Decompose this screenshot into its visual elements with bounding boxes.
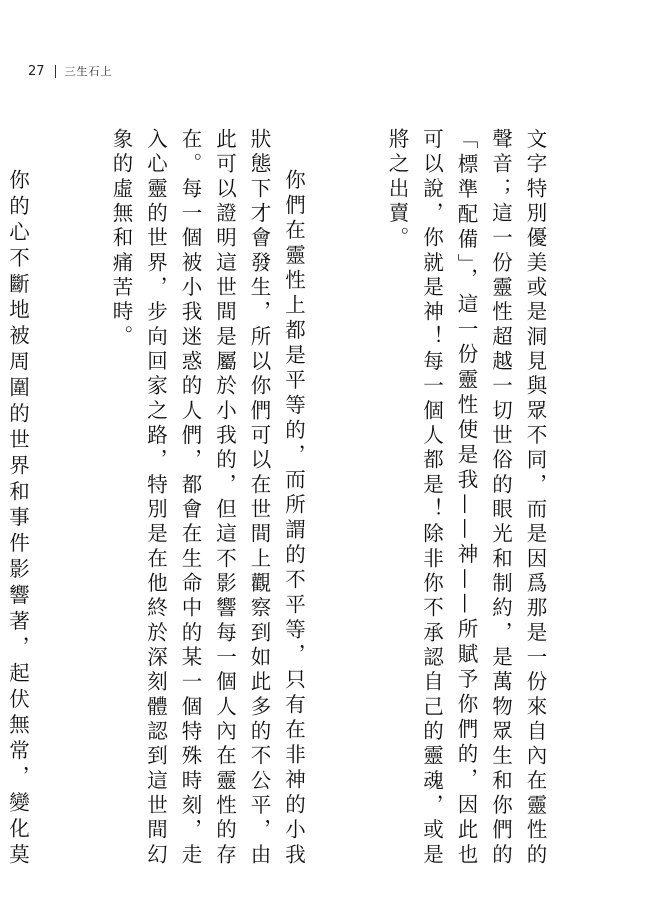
paragraph: 你的心不斷地被周圍的世界和事件影響著，起伏無常，變化莫 [5, 169, 30, 868]
page-number: 27 [28, 63, 45, 79]
header-divider [55, 65, 56, 78]
paragraph: 文字特別優美或是洞見與眾不同，而是因爲那是一份來自內在靈性的聲音；這一份靈性超越一切世俗的眼光和制約，是萬物眾生和你們的「標準配備」，這一份靈性使是我——神——所賦予你們的，因此也可以說，你就是神！每一個人都是！除非你不承認自己的靈魂，或是將之出賣。 [385, 128, 547, 868]
book-title: 三生石上 [64, 65, 113, 78]
paragraph: 你們在靈性上都是平等的，而所謂的不平等，只有在非神的小我狀態下才會發生，所以你們可以在世間上觀察到如此多的不公平，由此可以證明這世間是屬於小我的，但這不影響每一個人內在靈性的存在。每一個被小我迷惑的人們，都會在生命中的某一個特殊時刻，走入心靈的世界，步向回家之路，特別是在他終於深刻體認到這世間幻象的虛無和痛苦時。 [109, 128, 306, 868]
page-header [28, 62, 113, 80]
body-text [0, 128, 621, 868]
